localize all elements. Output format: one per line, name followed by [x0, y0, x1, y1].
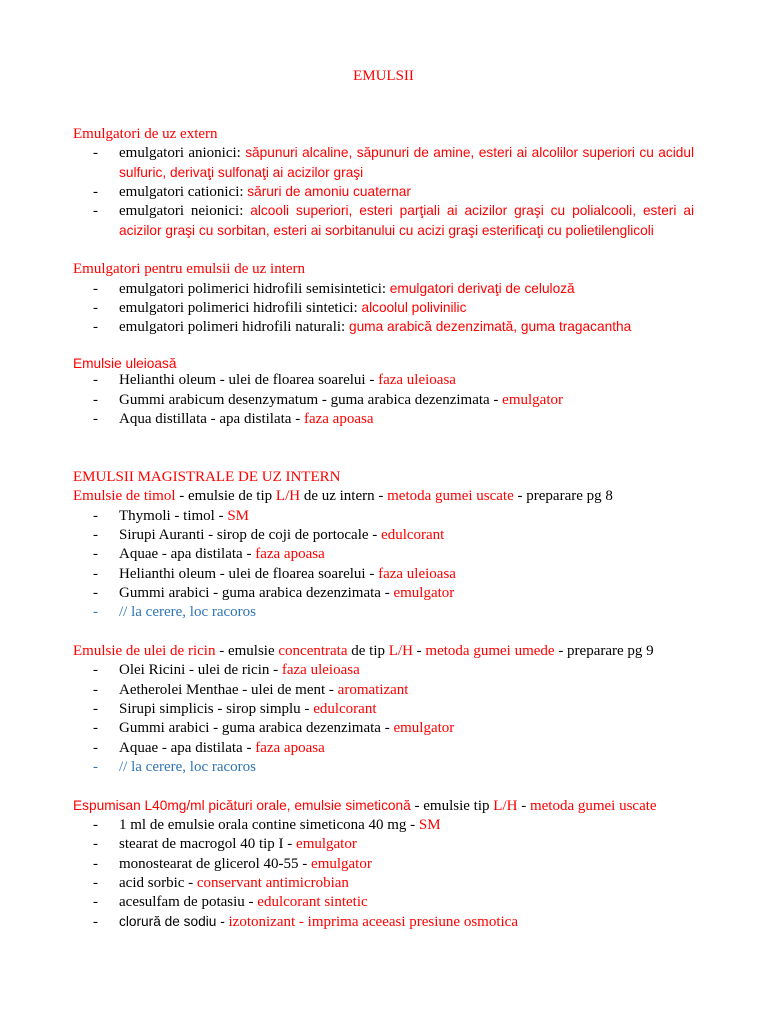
item-value: emulgatori derivaţi de celuloză: [389, 280, 575, 296]
recipe-name: Emulsie de timol: [73, 488, 176, 505]
recipe-text: de tip: [351, 642, 385, 659]
list-item: [119, 893, 694, 912]
ingredient-role: edulcorant: [313, 701, 377, 717]
section-heading: EMULSII MAGISTRALE DE UZ INTERN: [73, 468, 341, 485]
ingredient-name: stearat de macrogol 40 tip I -: [119, 836, 293, 853]
recipe-header-thymol: [73, 487, 694, 506]
ingredient-role: emulgator: [393, 720, 455, 737]
list-item: [119, 202, 694, 241]
item-value: guma arabică dezenzimată, guma tragacantha: [348, 319, 632, 335]
item-label: emulgatori anionici:: [119, 145, 241, 162]
storage-note: - // la cerere, loc racoros: [119, 603, 694, 622]
page-reference: - preparare pg 9: [558, 642, 654, 659]
recipe-text: de uz intern -: [303, 488, 384, 505]
document-page: [73, 67, 694, 932]
ingredient-name: Aquae - apa distilata -: [119, 546, 252, 563]
list-item: [119, 816, 694, 835]
ingredient-role: edulcorant: [381, 526, 445, 543]
ingredient-list: [73, 371, 694, 429]
oily-emulsion-section: [73, 357, 694, 429]
emulsion-type: L/H: [493, 797, 518, 814]
list-item: [119, 913, 694, 932]
list-item: [119, 681, 694, 700]
recipe-text: -: [416, 642, 422, 659]
list-item: [119, 391, 694, 410]
item-value: săruri de amoniu cuaternar: [247, 184, 411, 200]
item-label: emulgatori polimerici hidrofili semisintetici:: [119, 280, 387, 297]
item-value: alcooli superiori, esteri parţiali ai acizilor graşi cu polialcooli, esteri ai acizilor graşi cu sorbitan, esteri ai sorbitanului cu acizi graşi esterificaţi cu polietilenglicoli: [119, 203, 695, 238]
internal-emulsifiers-section: [73, 260, 694, 337]
document-title: EMULSII: [353, 68, 414, 84]
list-item: [119, 183, 694, 202]
page-reference: - preparare pg 8: [517, 488, 613, 505]
list-item: [119, 318, 694, 337]
recipe-text: - emulsie tip: [414, 797, 490, 814]
list-item: [119, 507, 694, 526]
storage-note: - // la cerere, loc racoros: [119, 758, 694, 777]
list-item: [119, 700, 694, 719]
item-label: emulgatori polimeri hidrofili naturali:: [119, 319, 346, 336]
ingredient-name: Gummi arabici - guma arabica dezenzimata -: [119, 720, 390, 737]
list-item: [119, 371, 694, 390]
ingredient-role: SM: [418, 817, 441, 834]
recipe-name: Emulsie de ulei de ricin: [73, 642, 216, 659]
emulsifier-list: [73, 144, 694, 241]
list-item: [119, 565, 694, 584]
section-heading: Emulgatori pentru emulsii de uz intern: [73, 261, 306, 278]
list-item: [119, 661, 694, 680]
list-item: [119, 739, 694, 758]
item-label: emulgatori cationici:: [119, 184, 244, 201]
ingredient-name: Aetherolei Menthae - ulei de ment -: [119, 681, 334, 698]
emulsion-type: L/H: [275, 488, 301, 505]
ingredient-role: emulgator: [502, 391, 563, 408]
ingredient-role: SM: [227, 507, 250, 524]
ingredient-name: Gummi arabicum desenzymatum - guma arabica dezenzimata -: [119, 391, 499, 408]
ingredient-name: 1 ml de emulsie orala contine simeticona 40 mg -: [119, 817, 416, 834]
preparation-method: metoda gumei uscate: [529, 797, 657, 814]
ingredient-role: conservant antimicrobian: [196, 875, 349, 892]
recipe-text: -: [521, 797, 527, 814]
emulsion-type: L/H: [388, 642, 413, 659]
ingredient-role: faza uleioasa: [378, 372, 456, 389]
external-emulsifiers-section: [73, 125, 694, 241]
product-name: Espumisan L40mg/ml picături orale, emulsie simeticonă: [73, 797, 411, 813]
ingredient-name: Helianthi oleum - ulei de floarea soarelui -: [119, 372, 375, 389]
item-label: emulgatori polimerici hidrofili sintetici:: [119, 300, 358, 317]
list-item: [119, 299, 694, 318]
list-item: [119, 835, 694, 854]
list-item: [119, 874, 694, 893]
castor-oil-emulsion-section: [73, 642, 694, 777]
list-item: [119, 410, 694, 429]
ingredient-name: Gummi arabici - guma arabica dezenzimata -: [119, 584, 390, 601]
ingredient-role: emulgator: [311, 855, 372, 872]
ingredient-list: [73, 661, 694, 777]
recipe-header-castor-oil: [73, 642, 694, 661]
ingredient-role: edulcorant sintetic: [257, 894, 368, 911]
preparation-method: metoda gumei uscate: [387, 488, 514, 505]
espumisan-section: [73, 797, 694, 932]
recipe-text: - emulsie: [219, 642, 275, 659]
ingredient-list: [73, 816, 694, 932]
section-heading: Emulsie uleioasă: [73, 356, 177, 372]
list-item: [119, 144, 694, 183]
recipe-header-espumisan: [73, 797, 694, 816]
list-item: [119, 719, 694, 738]
ingredient-name: clorură de sodiu -: [119, 913, 225, 929]
ingredient-name: Sirupi Auranti - sirop de coji de portocale -: [119, 526, 378, 543]
ingredient-role: faza uleioasa: [378, 565, 456, 582]
ingredient-role: emulgator: [393, 584, 455, 601]
item-value: săpunuri alcaline, săpunuri de amine, esteri ai alcolilor superiori cu acidul sulfuric, derivaţi sulfonaţi ai acizilor graşi: [119, 145, 695, 180]
ingredient-role: emulgator: [296, 836, 357, 853]
preparation-method: metoda gumei umede: [425, 642, 555, 659]
list-item: [119, 584, 694, 603]
ingredient-name: acid sorbic -: [119, 875, 194, 892]
emulsion-kind: concentrata: [278, 642, 348, 659]
list-item: [119, 280, 694, 299]
ingredient-name: Helianthi oleum - ulei de floarea soarelui -: [119, 565, 375, 582]
ingredient-name: Thymoli - timol -: [119, 507, 224, 524]
ingredient-role: faza apoasa: [255, 739, 325, 756]
ingredient-name: Aquae - apa distilata -: [119, 739, 252, 756]
ingredient-name: Sirupi simplicis - sirop simplu -: [119, 701, 310, 717]
ingredient-name: acesulfam de potasiu -: [119, 894, 254, 911]
emulsifier-list: [73, 280, 694, 338]
item-label: emulgatori neionici:: [119, 203, 244, 220]
recipe-text: - emulsie de tip: [179, 488, 273, 505]
list-item: [119, 855, 694, 874]
ingredient-role: izotonizant - imprima aceeasi presiune osmotica: [228, 913, 518, 930]
ingredient-role: faza apoasa: [255, 546, 325, 563]
list-item: [119, 526, 694, 545]
ingredient-role: faza apoasa: [303, 410, 374, 427]
ingredient-role: aromatizant: [337, 681, 409, 698]
ingredient-name: Olei Ricini - ulei de ricin -: [119, 662, 279, 679]
ingredient-name: monostearat de glicerol 40-55 -: [119, 855, 308, 872]
ingredient-name: Aqua distillata - apa distilata -: [119, 410, 301, 427]
magistral-emulsions-section: [73, 468, 694, 623]
ingredient-role: faza uleioasa: [281, 662, 360, 679]
section-heading: Emulgatori de uz extern: [73, 126, 218, 143]
ingredient-list: [73, 507, 694, 623]
list-item: [119, 545, 694, 564]
item-value: alcoolul polivinilic: [361, 300, 467, 316]
